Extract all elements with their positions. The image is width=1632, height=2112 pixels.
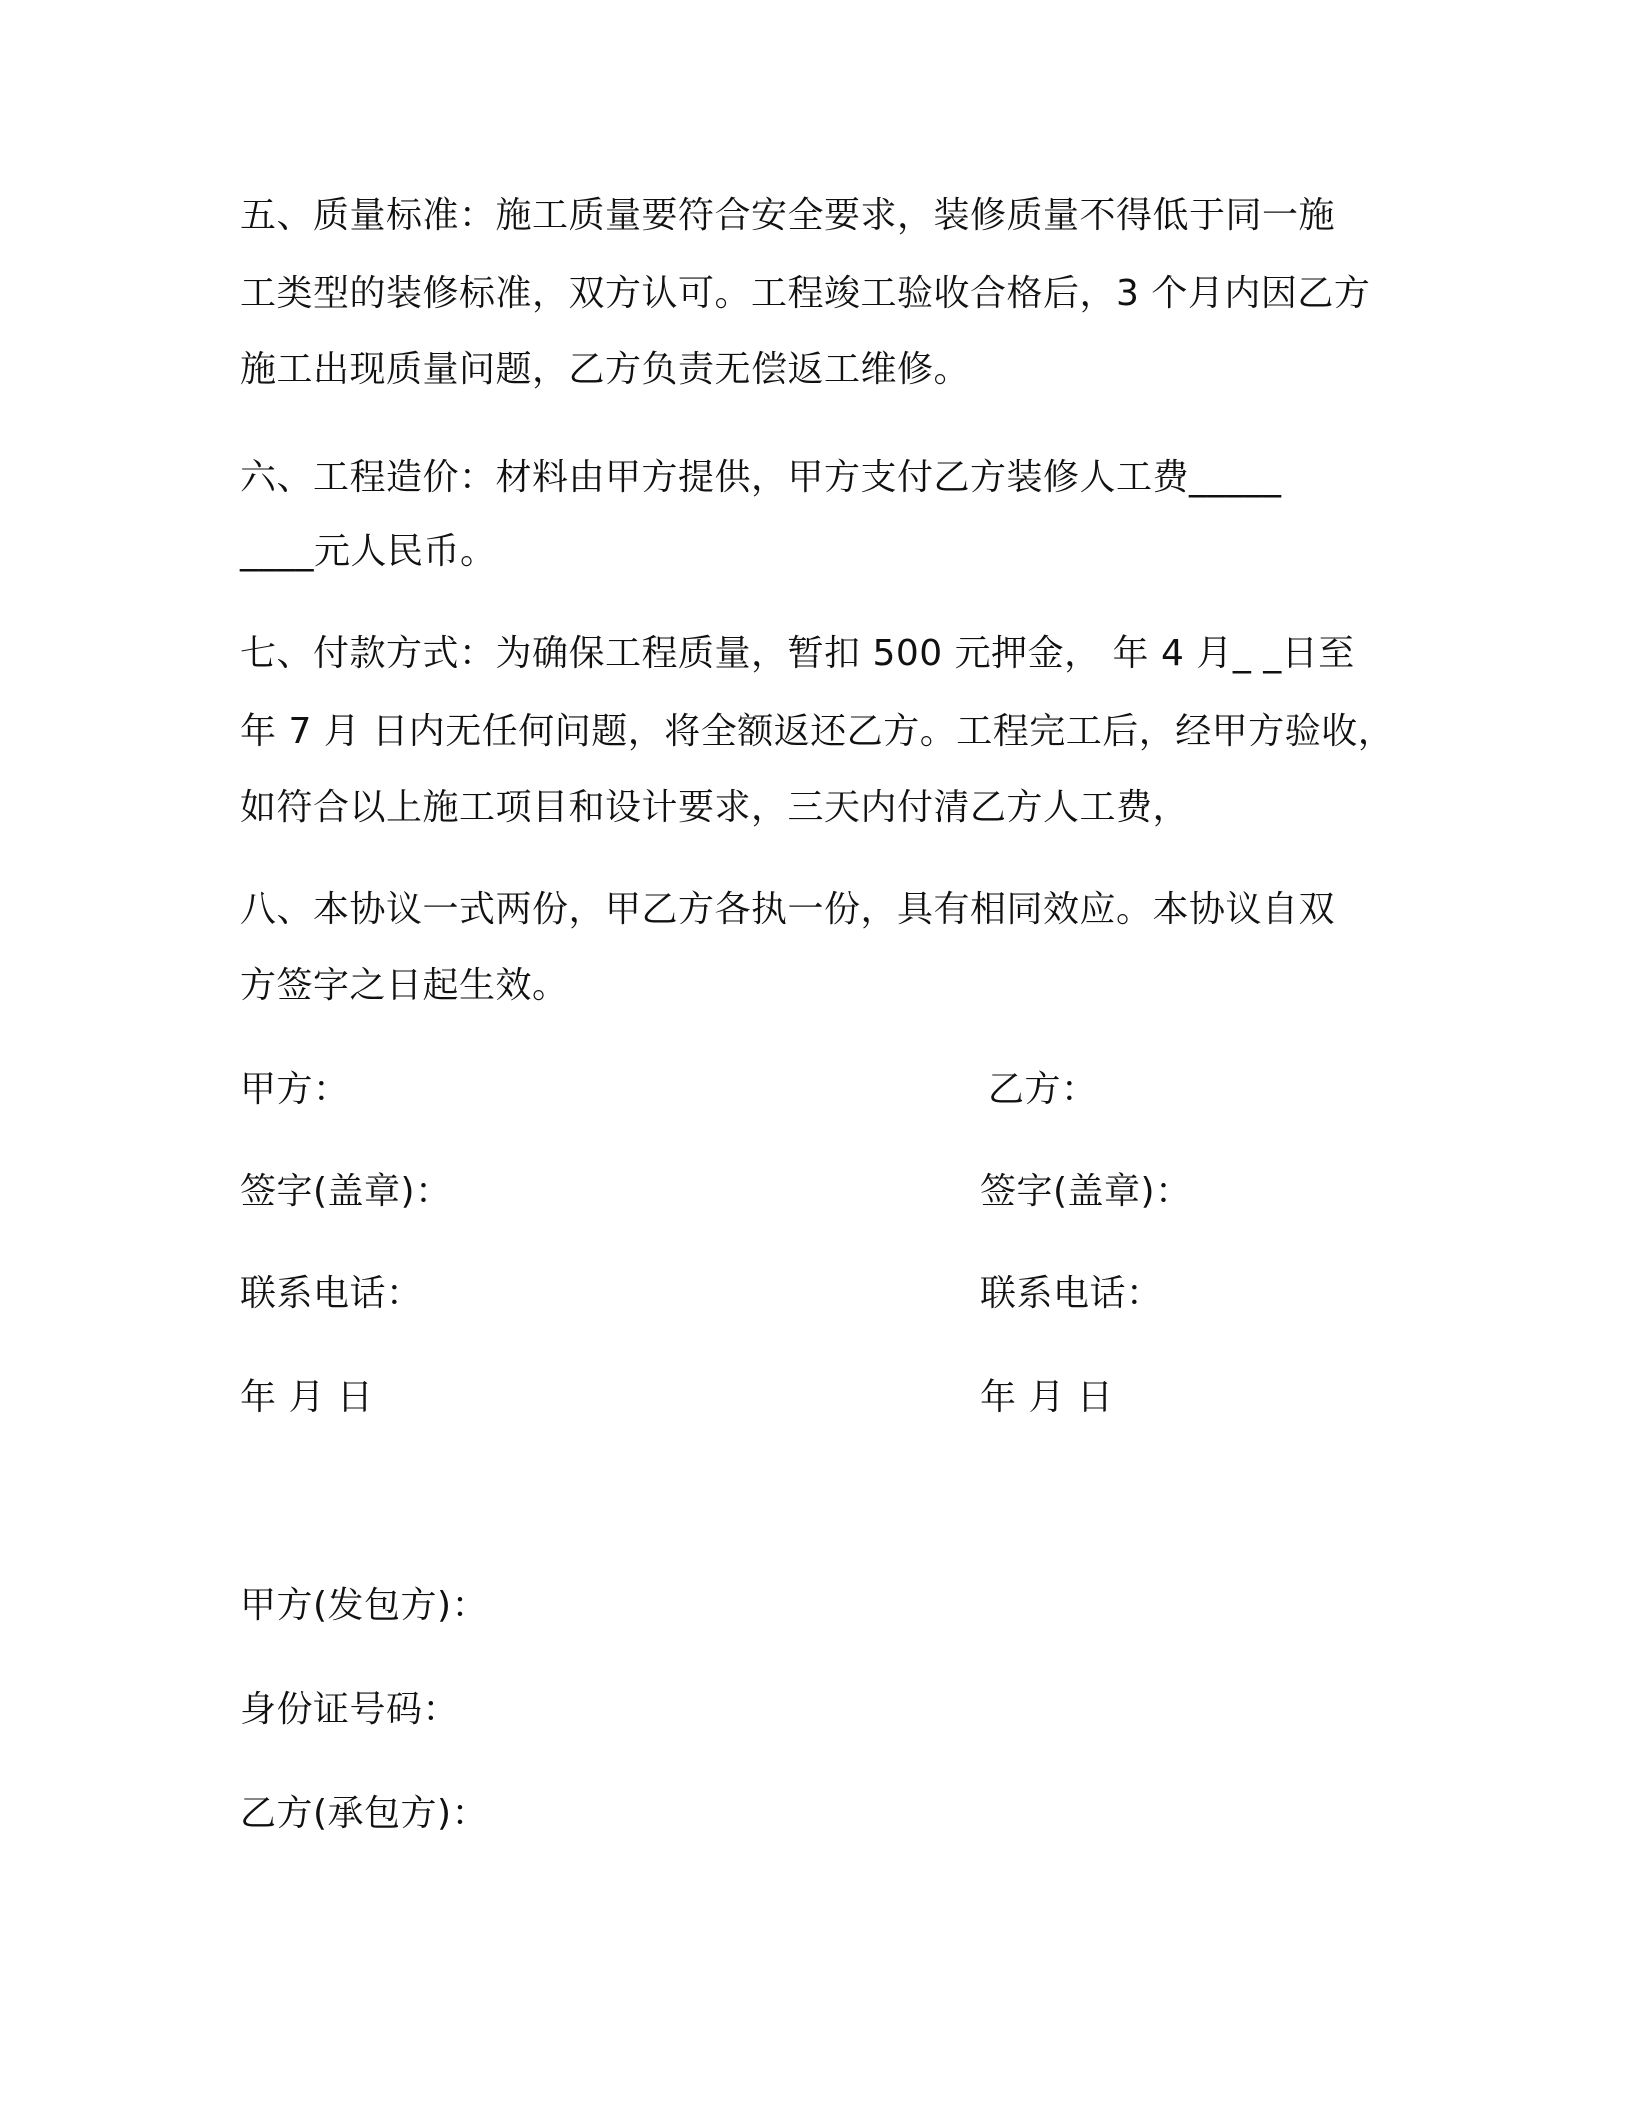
clause-eight-line-1: 八、本协议一式两份，甲乙方各执一份，具有相同效应。本协议自双 xyxy=(240,889,1336,930)
clause-seven-line-2: 年 7 月 日内无任何问题，将全额返还乙方。工程完工后，经甲方验收， xyxy=(240,711,1395,752)
clause-seven-line-1: 七、付款方式：为确保工程质量，暂扣 500 元押金， 年 4 月_ _日至 xyxy=(240,633,1355,674)
party-a-sign: 签字(盖章)： xyxy=(240,1171,452,1212)
clause-six-line-1: 六、工程造价：材料由甲方提供，甲方支付乙方装修人工费_____ xyxy=(240,457,1282,498)
party-b-sign: 签字(盖章)： xyxy=(980,1171,1192,1212)
contractor-field: 乙方(承包方)： xyxy=(240,1793,489,1834)
clause-five-line-2: 工类型的装修标准，双方认可。工程竣工验收合格后，3 个月内因乙方 xyxy=(240,273,1371,314)
id-number-field: 身份证号码： xyxy=(240,1689,460,1730)
clause-seven-line-3: 如符合以上施工项目和设计要求，三天内付清乙方人工费， xyxy=(240,787,1190,828)
employer-field: 甲方(发包方)： xyxy=(240,1585,489,1626)
party-b-date: 年 月 日 xyxy=(980,1377,1114,1418)
party-a-phone: 联系电话： xyxy=(240,1273,423,1314)
party-a-label: 甲方： xyxy=(240,1069,350,1110)
party-b-phone: 联系电话： xyxy=(980,1273,1163,1314)
clause-five-line-1: 五、质量标准：施工质量要符合安全要求，装修质量不得低于同一施 xyxy=(240,195,1336,236)
clause-six-line-2: ____元人民币。 xyxy=(240,531,497,572)
clause-five-line-3: 施工出现质量问题，乙方负责无偿返工维修。 xyxy=(240,349,971,390)
party-a-date: 年 月 日 xyxy=(240,1377,374,1418)
clause-eight-line-2: 方签字之日起生效。 xyxy=(240,965,569,1006)
party-b-label: 乙方： xyxy=(988,1069,1098,1110)
